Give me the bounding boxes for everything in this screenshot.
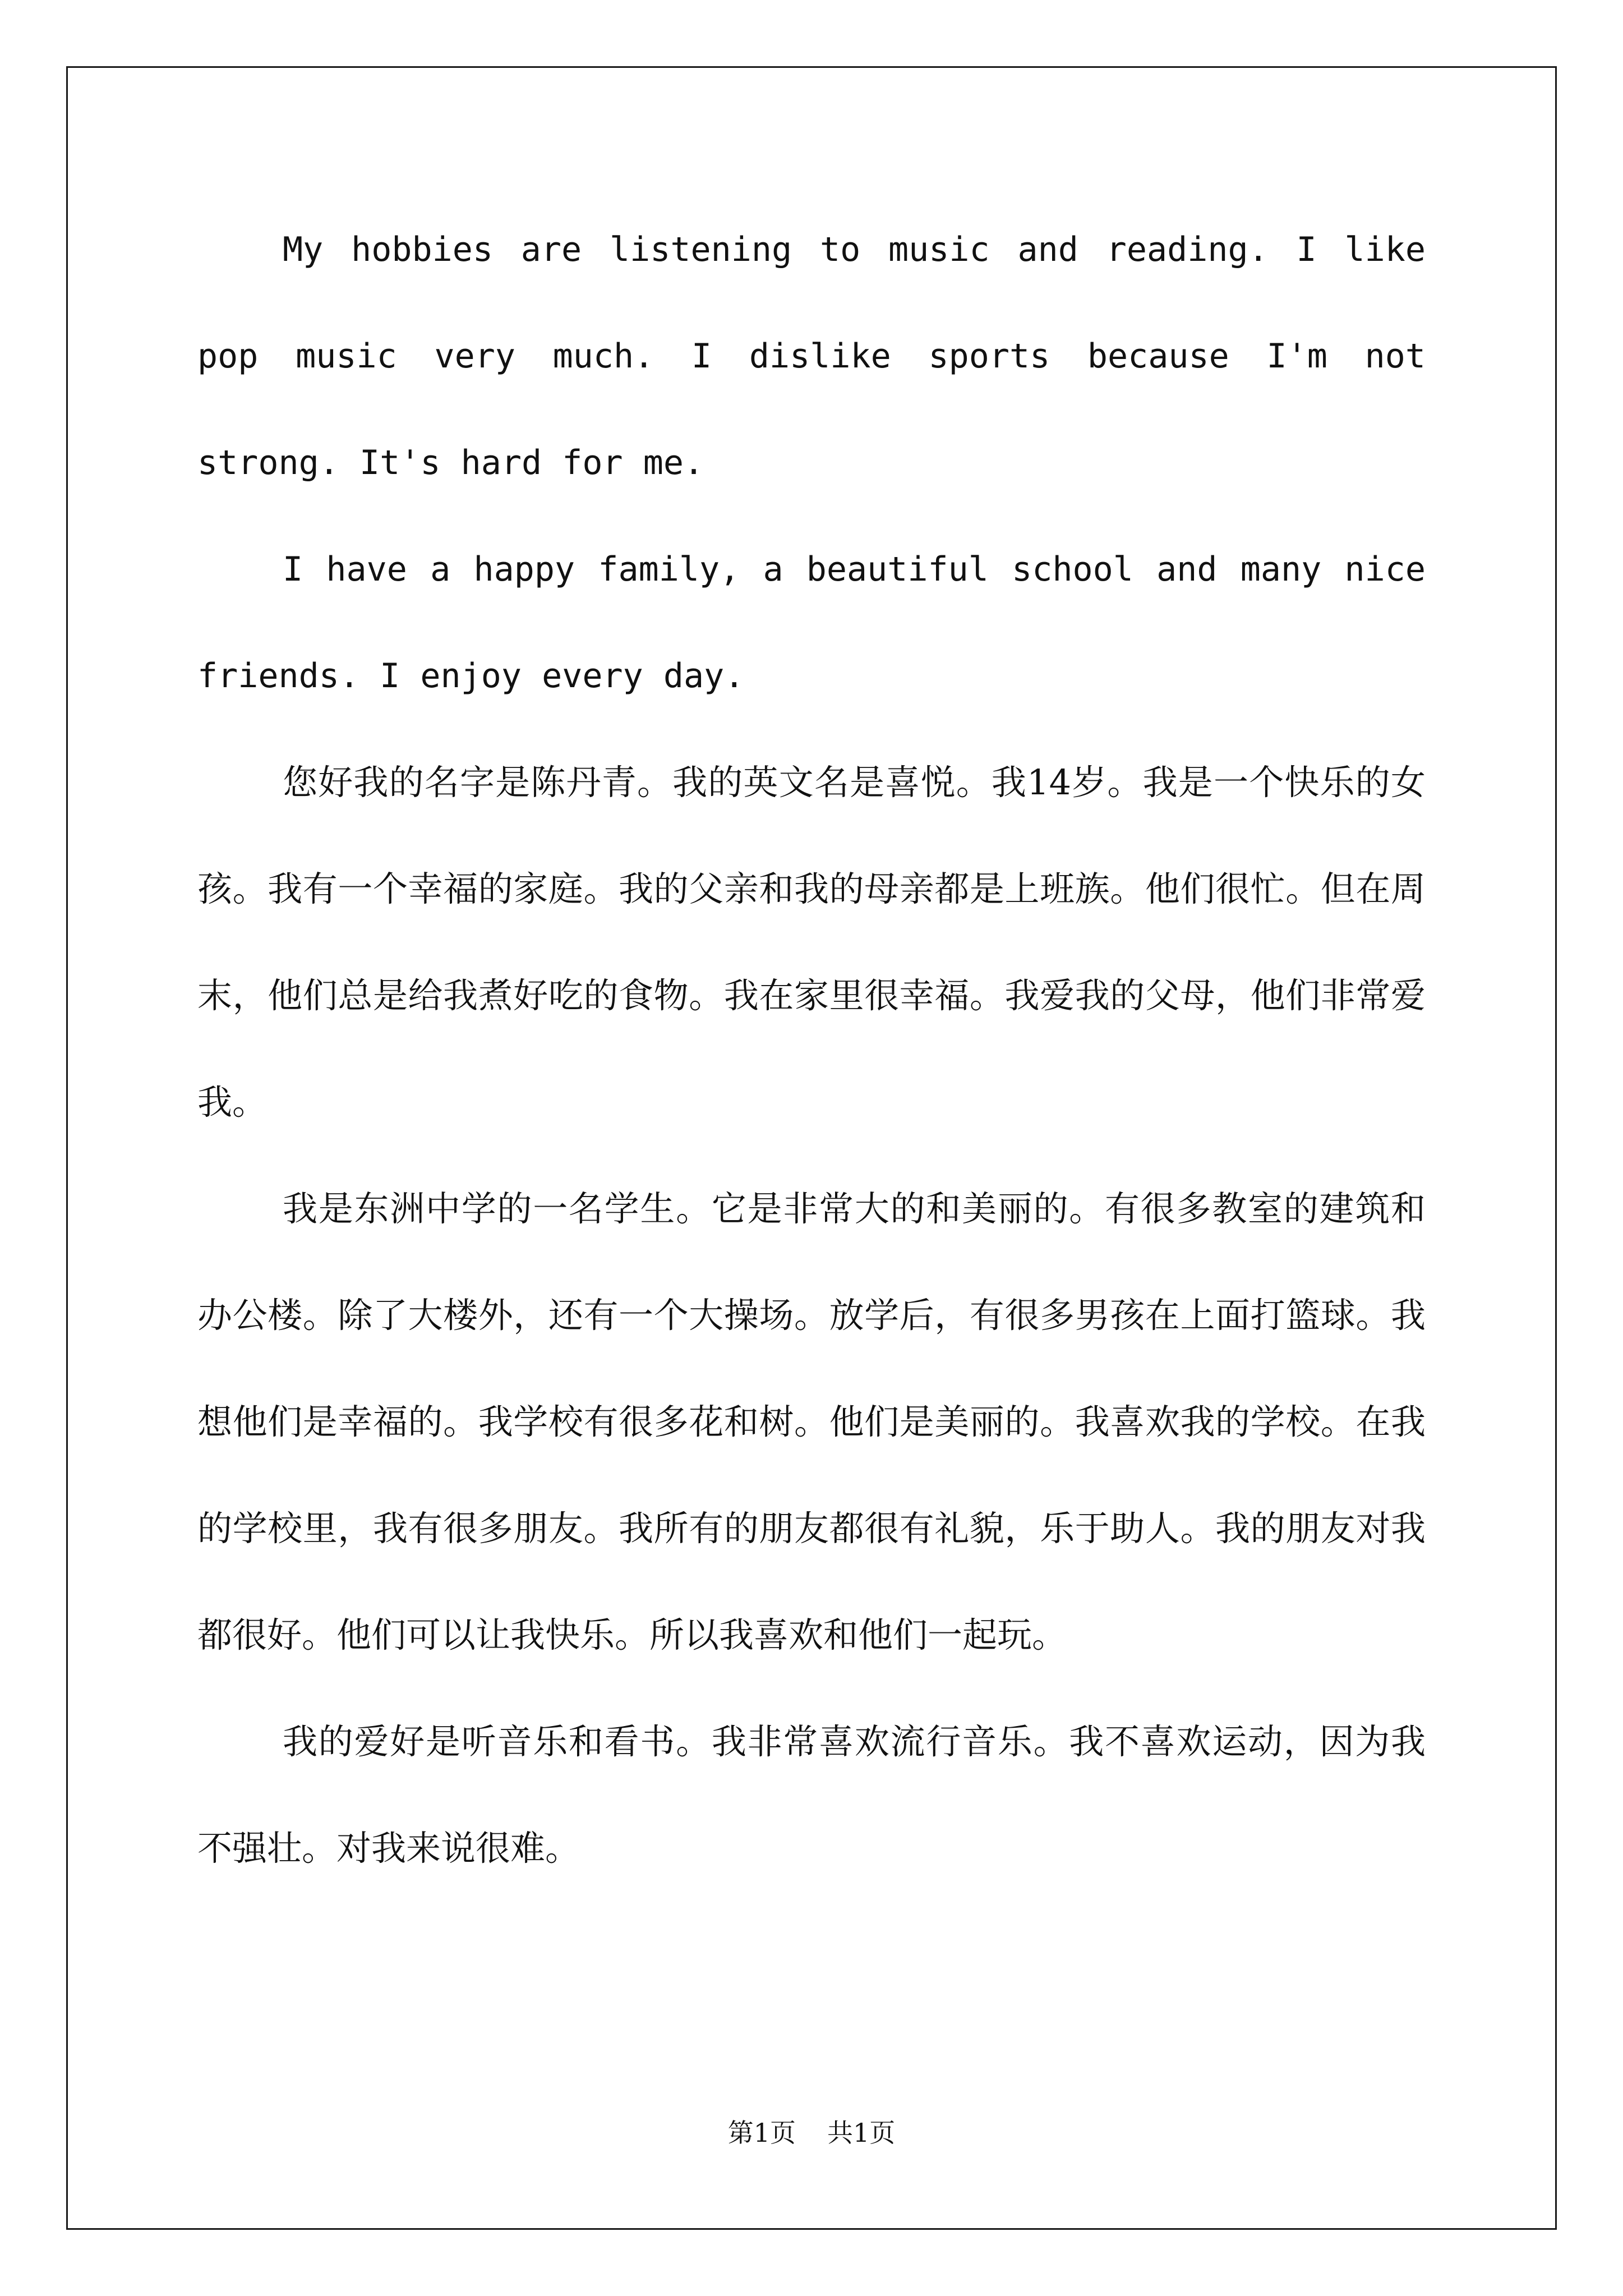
paragraph-intro-zh: 您好我的名字是陈丹青。我的英文名是喜悦。我14岁。我是一个快乐的女孩。我有一个幸福的家庭。我的父亲和我的母亲都是上班族。他们很忙。但在周末，他们总是给我煮好吃的食物。我在家里很幸福。我爱我的父母，他们非常爱我。 bbox=[197, 762, 1426, 1122]
page-total: 共1页 bbox=[827, 2118, 896, 2148]
document-body bbox=[197, 196, 1426, 1902]
paragraph-hobbies-en: My hobbies are listening to music and reading. I like pop music very much. I dislike sports because I'm not strong. It's hard for me. bbox=[197, 230, 1426, 482]
page-number: 第1页 bbox=[727, 2118, 796, 2148]
page-footer bbox=[0, 2116, 1623, 2150]
paragraph-school-zh: 我是东洲中学的一名学生。它是非常大的和美丽的。有很多教室的建筑和办公楼。除了大楼外，还有一个大操场。放学后，有很多男孩在上面打篮球。我想他们是幸福的。我学校有很多花和树。他们是美丽的。我喜欢我的学校。在我的学校里，我有很多朋友。我所有的朋友都很有礼貌，乐于助人。我的朋友对我都很好。他们可以让我快乐。所以我喜欢和他们一起玩。 bbox=[197, 1188, 1426, 1655]
paragraph-hobbies-zh: 我的爱好是听音乐和看书。我非常喜欢流行音乐。我不喜欢运动，因为我不强壮。对我来说很难。 bbox=[197, 1721, 1426, 1869]
paragraph-family-en: I have a happy family, a beautiful school and many nice friends. I enjoy every day. bbox=[197, 550, 1426, 696]
